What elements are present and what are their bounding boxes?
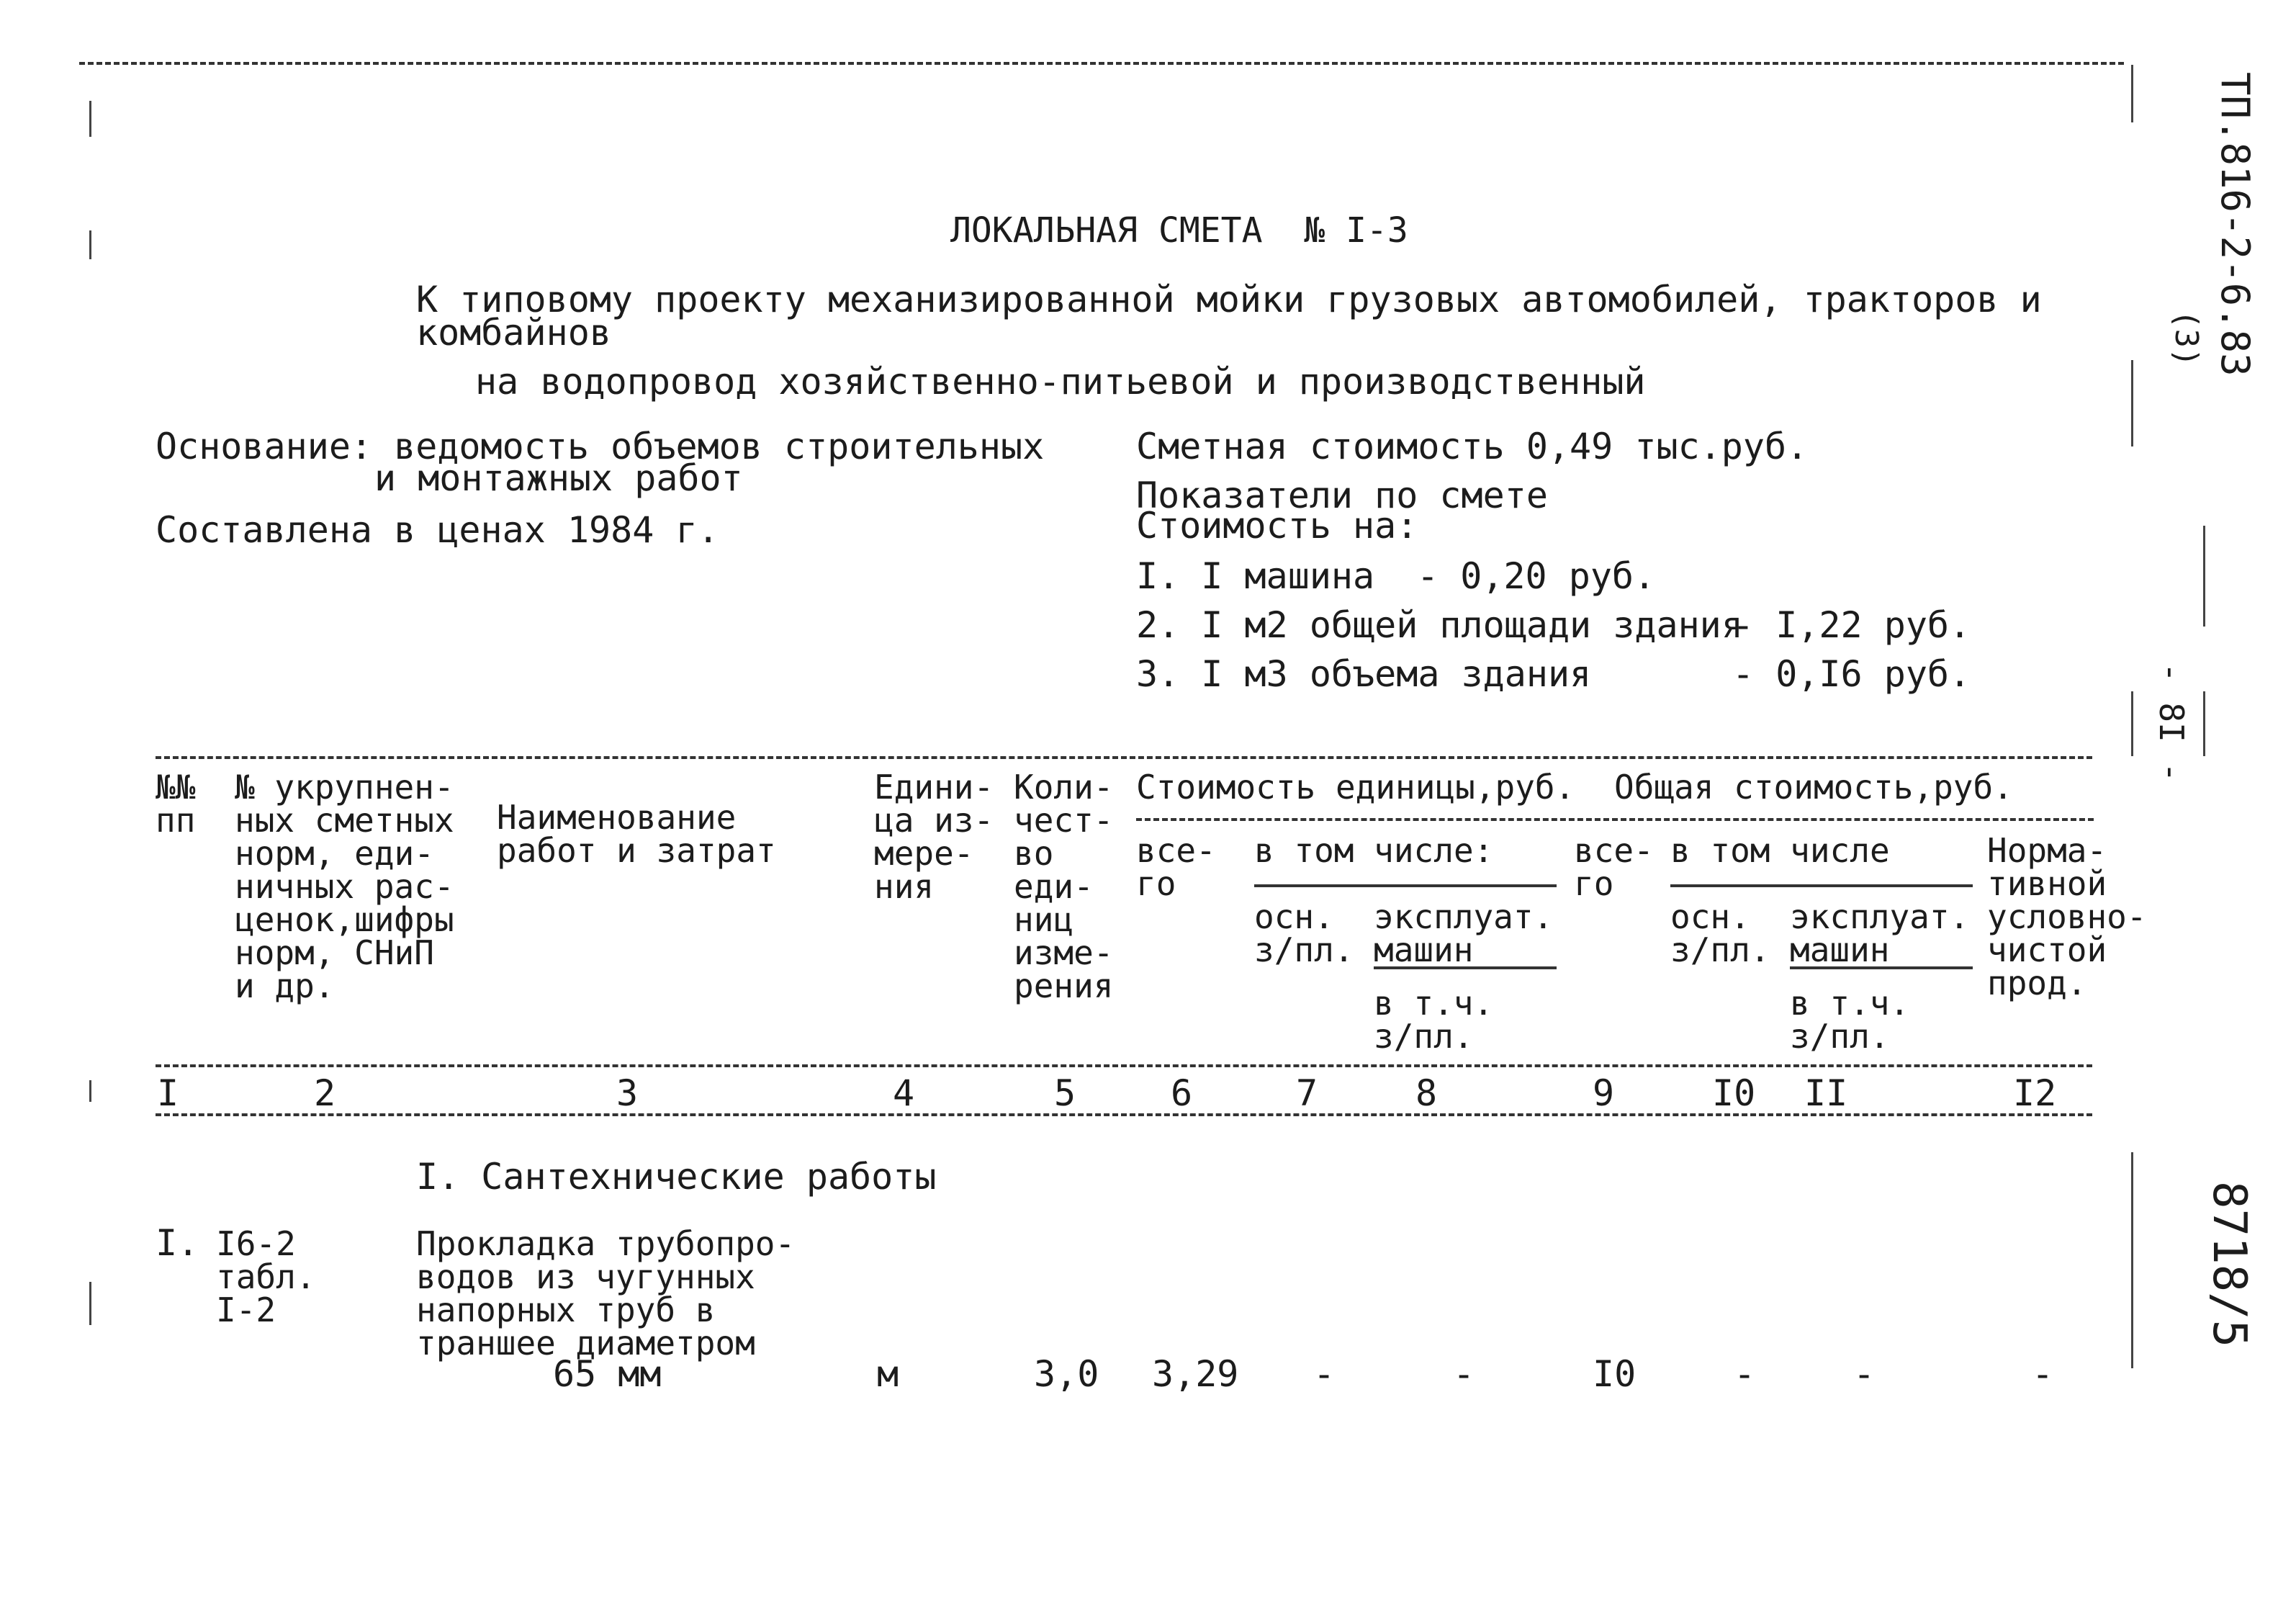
header-included-1: в том числе: xyxy=(1254,831,1494,870)
row-work-name-detail: 65 мм xyxy=(553,1353,662,1395)
column-numbers-underline xyxy=(156,1113,2092,1116)
right-margin-mark xyxy=(2131,360,2133,446)
row-unit-total: 3,29 xyxy=(1152,1353,1239,1395)
cost-on-label: Стоимость на: xyxy=(1136,505,1418,547)
header-total-cost: Общая стоимость,руб. xyxy=(1614,768,2013,807)
document-code: ТП.816-2-6.83 xyxy=(2212,72,2258,377)
row-number: I. xyxy=(156,1222,199,1264)
header-col-2: № укрупнен- ных сметных норм, еди- ничных рас- ценок,шифры норм, СНиП и др. xyxy=(235,768,454,1005)
row-total: I0 xyxy=(1593,1353,1637,1395)
header-included-2-underline xyxy=(1670,884,1973,887)
column-number: 8 xyxy=(1415,1072,1438,1114)
subtitle-line-1: К типовому проекту механизированной мойки грузовых автомобилей, тракторов и xyxy=(416,279,2042,320)
right-margin-mark xyxy=(2131,65,2133,122)
header-col-5: Коли- чест- во еди- ниц изме- рения xyxy=(1014,768,1114,1005)
left-margin-mark xyxy=(89,1080,91,1102)
indicator-value-2: - I,22 руб. xyxy=(1732,604,1971,646)
header-col-8-sub: в т.ч. з/пл. xyxy=(1374,984,1494,1056)
header-included-1-underline xyxy=(1254,884,1557,887)
subtitle-line-2: комбайнов xyxy=(416,312,611,354)
right-margin-mark xyxy=(2203,526,2205,627)
column-number: II xyxy=(1804,1072,1848,1114)
top-border xyxy=(79,62,2124,65)
row-norm-code: I6-2 табл. I-2 xyxy=(216,1224,316,1329)
column-number: 9 xyxy=(1593,1072,1615,1114)
indicator-label-2: 2. I м2 общей площади здания xyxy=(1136,604,1743,646)
row-unit: м xyxy=(877,1353,899,1395)
basis-line-3: Составлена в ценах 1984 г. xyxy=(156,509,719,551)
column-number: I xyxy=(157,1072,179,1114)
left-margin-mark xyxy=(89,101,91,137)
row-unit-base-salary: - xyxy=(1313,1353,1336,1395)
header-col-10: осн. з/пл. xyxy=(1670,897,1770,969)
indicators-label: Показатели по смете xyxy=(1136,475,1548,516)
header-col-12: Норма- тивной условно- чистой прод. xyxy=(1987,831,2147,1002)
table-top-border xyxy=(156,756,2092,759)
row-work-name: Прокладка трубопро- водов из чугунных напорных труб в траншее диаметром xyxy=(416,1224,796,1363)
right-margin-mark xyxy=(2131,691,2133,756)
header-cost-divider xyxy=(1136,818,2094,821)
column-number: I2 xyxy=(2013,1072,2057,1114)
header-col-11-sub: в т.ч. з/пл. xyxy=(1790,984,1910,1056)
header-unit-cost: Стоимость единицы,руб. xyxy=(1136,768,1575,807)
header-col-8-underline xyxy=(1374,966,1557,969)
indicator-label-3: 3. I м3 объема здания xyxy=(1136,653,1592,695)
header-col-6: все- го xyxy=(1136,831,1216,903)
header-col-7: осн. з/пл. xyxy=(1254,897,1354,969)
left-margin-mark xyxy=(89,230,91,259)
header-col-11: эксплуат. машин xyxy=(1790,897,1970,969)
row-total-machines: - xyxy=(1853,1353,1876,1395)
column-number: 5 xyxy=(1054,1072,1076,1114)
header-bottom-border xyxy=(156,1064,2092,1067)
right-margin-mark xyxy=(2203,691,2205,756)
archive-number: 8718/5 xyxy=(2202,1181,2256,1348)
column-number: 3 xyxy=(616,1072,639,1114)
header-col-1: №№ пп xyxy=(156,768,196,840)
basis-line-1: Основание: ведомость объемов строительных xyxy=(156,426,1045,467)
column-number: 2 xyxy=(314,1072,336,1114)
header-included-2: в том числе xyxy=(1670,831,1890,870)
column-number: 6 xyxy=(1171,1072,1193,1114)
header-col-11-underline xyxy=(1790,966,1973,969)
subtitle-line-3: на водопровод хозяйственно-питьевой и производственный xyxy=(475,361,1646,403)
estimated-cost: Сметная стоимость 0,49 тыс.руб. xyxy=(1136,426,1809,467)
row-quantity: 3,0 xyxy=(1034,1353,1099,1395)
indicator-label-1: I. I машина xyxy=(1136,555,1375,597)
header-col-9: все- го xyxy=(1574,831,1654,903)
indicator-value-1: - 0,20 руб. xyxy=(1417,555,1656,597)
indicator-value-3: - 0,I6 руб. xyxy=(1732,653,1971,695)
column-number: I0 xyxy=(1712,1072,1756,1114)
row-total-base-salary: - xyxy=(1734,1353,1756,1395)
header-col-8: эксплуат. машин xyxy=(1374,897,1554,969)
document-code-suffix: (3) xyxy=(2168,310,2205,367)
section-title: I. Сантехнические работы xyxy=(416,1156,937,1198)
row-normative: - xyxy=(2032,1353,2054,1395)
basis-line-2: и монтажных работ xyxy=(374,457,743,499)
header-col-4: Едини- ца из- мере- ния xyxy=(874,768,994,906)
right-margin-mark xyxy=(2131,1152,2133,1368)
column-number: 4 xyxy=(893,1072,915,1114)
document-title: ЛОКАЛЬНАЯ СМЕТА № I-3 xyxy=(950,210,1408,251)
left-margin-mark xyxy=(89,1282,91,1325)
row-unit-machines: - xyxy=(1453,1353,1475,1395)
header-col-3: Наименование работ и затрат xyxy=(497,798,776,870)
page-number: - 8I - xyxy=(2152,663,2191,783)
column-number: 7 xyxy=(1296,1072,1318,1114)
